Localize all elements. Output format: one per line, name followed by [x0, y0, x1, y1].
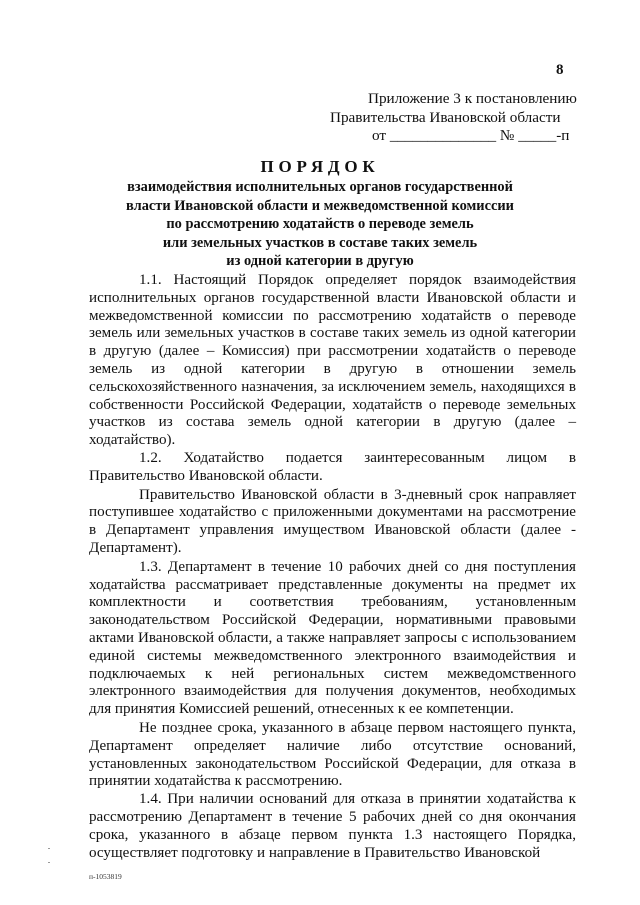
appendix-header — [330, 90, 580, 146]
paragraph-1-3-continued: Не позднее срока, указанного в абзаце первом настоящего пункта, Департамент определяет наличие либо отсутствие оснований, установленных законодательством Российской Федерации, для отказа в принятии ходатайства к рассмотрению. — [89, 719, 576, 790]
page-number: 8 — [556, 62, 564, 78]
subtitle-line-2: власти Ивановской области и межведомственной комиссии — [126, 197, 514, 214]
subtitle-line-4: или земельных участков в составе таких земель — [162, 234, 478, 251]
margin-scan-mark — [48, 862, 50, 863]
paragraph-1-2-continued: Правительство Ивановской области в 3-дневный срок направляет поступившее ходатайство с приложенными документами на рассмотрение в Департамент управления имуществом Ивановской области (далее - Департамент). — [89, 486, 576, 556]
paragraph-1-4: 1.4. При наличии оснований для отказа в принятии ходатайства к рассмотрению Департамент в течение 5 рабочих дней со дня окончания срока, указанного в абзаце первом пункта 1.3 настоящего Порядка, осуществляет подготовку и направление в Правительство Ивановской — [89, 791, 576, 861]
paragraph-1-1: 1.1. Настоящий Порядок определяет порядок взаимодействия исполнительных органов государственной власти Ивановской области и межведомственной комиссии по рассмотрению ходатайств о переводе земель или земельных участков в составе таких земель из одной категории в другую (далее – Комиссия) при рассмотрении ходатайств о переводе земель из одной категории в другую в отношении земель сельскохозяйственного назначения, за исключением земель, находящихся в собственности Российской Федерации, ходатайств о переводе земельных участков из состава земель одной категории в другую (далее – ходатайство). — [89, 272, 576, 449]
subtitle-line-3: по рассмотрению ходатайств о переводе земель — [166, 216, 474, 232]
appendix-line-2: Правительства Ивановской области — [330, 108, 561, 126]
document-title: ПОРЯДОК — [260, 157, 380, 176]
footer-document-code: п-1053819 — [89, 872, 122, 881]
appendix-line-3: от ______________ № _____-п — [372, 127, 570, 145]
appendix-line-1: Приложение 3 к постановлению — [368, 90, 577, 107]
document-body — [89, 272, 576, 862]
subtitle-line-5: из одной категории в другую — [226, 253, 414, 269]
paragraph-1-2: 1.2. Ходатайство подается заинтересованным лицом в Правительство Ивановской области. — [89, 449, 576, 484]
paragraph-1-3: 1.3. Департамент в течение 10 рабочих дней со дня поступления ходатайства рассматривает представленные документы на предмет их комплектности и соответствия требованиям, установленным законодательством Российской Федерации, нормативными правовыми актами Ивановской области, а также направляет запросы с использованием единой системы межведомственного электронного взаимодействия и подключаемых к ней региональных систем межведомственного электронного взаимодействия для получения документов, необходимых для принятия Комиссией решений, отнесенных к ее компетенции. — [89, 558, 576, 718]
document-subtitle — [100, 178, 540, 271]
subtitle-line-1: взаимодействия исполнительных органов государственной — [127, 179, 513, 195]
margin-scan-mark — [48, 848, 50, 849]
